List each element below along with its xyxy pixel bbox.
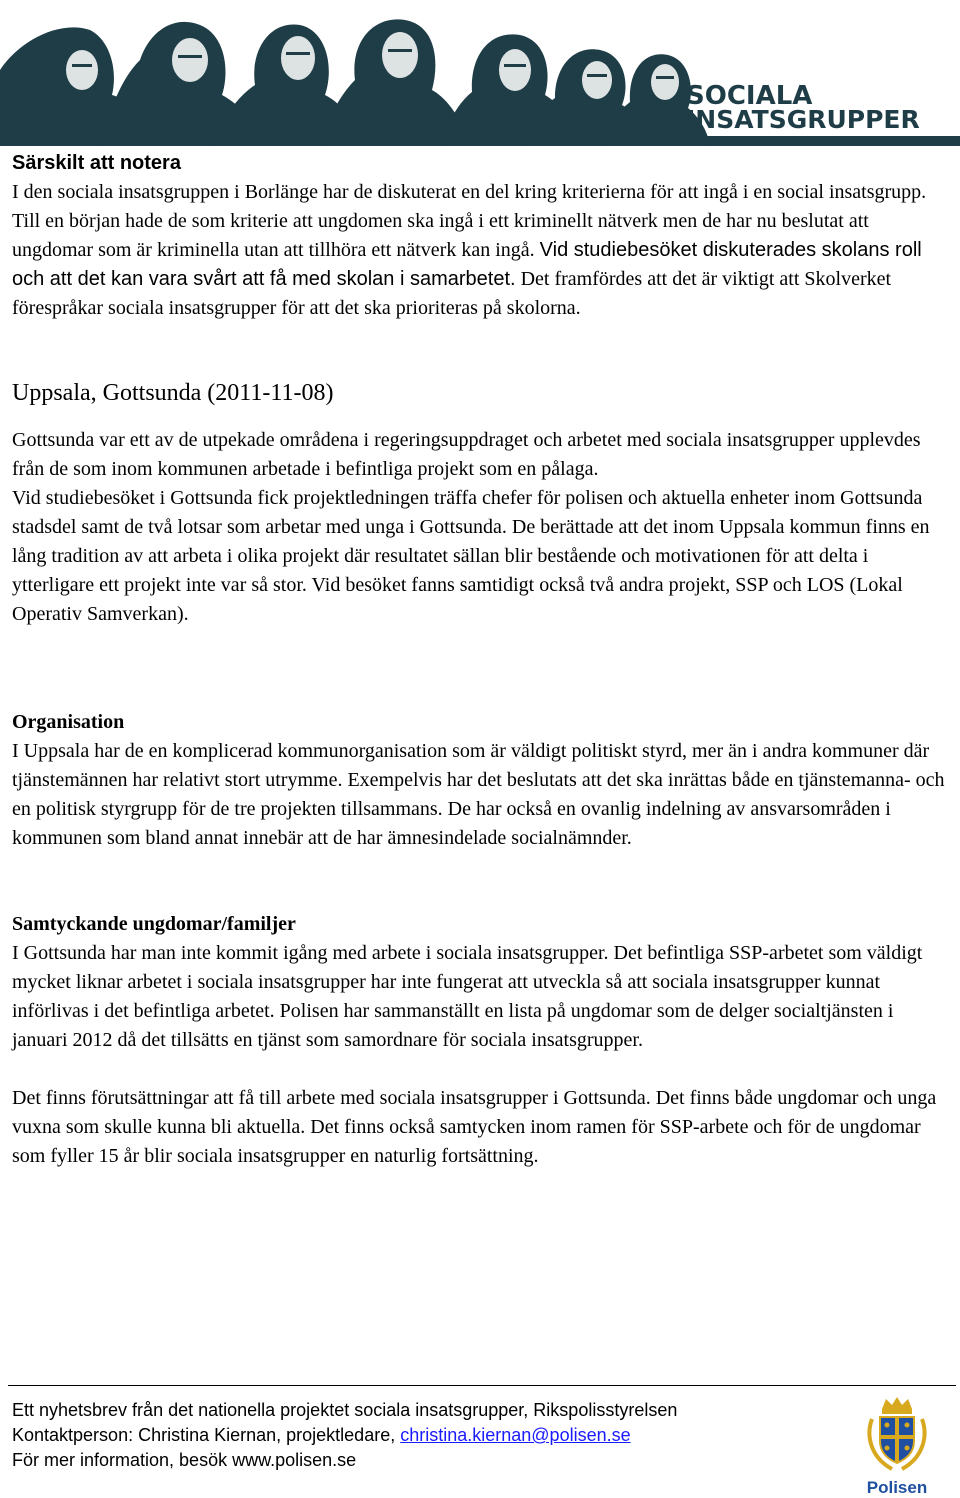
paragraph: I Uppsala har de en komplicerad kommunorganisation som är väldigt politiskt styrd, mer än i andra kommuner där tjänstemännen har relativt stort utrymme. Exempelvis har det beslutats att det ska inrättas både en tjänstemanna- och en politisk styrgrupp för de tre projekten tillsammans. De har också en ovanlig indelning av ansvarsområden i kommunen som bland annat innebär att de har ämnesindelade socialnämnder. (12, 740, 945, 849)
paragraph-text: Vid studiebesöket diskuterades skolans roll och att det kan vara svårt att få med skolan i samarbetet. (12, 239, 922, 290)
section-heading: Organisation (12, 711, 125, 733)
police-emblem-icon (862, 1395, 932, 1473)
footer-info-line: För mer information, besök www.polisen.se (12, 1450, 357, 1470)
section-heading: Uppsala, Gottsunda (2011-11-08) (12, 380, 334, 406)
footer-divider (8, 1385, 956, 1386)
footer (12, 1398, 852, 1473)
contact-email-link[interactable]: christina.kiernan@polisen.se (400, 1425, 631, 1445)
header-banner (0, 0, 960, 150)
brand-logo (686, 81, 920, 134)
paragraph: Vid studiebesöket i Gottsunda fick projektledningen träffa chefer för polisen och aktuella enheter inom Gottsunda stadsdel samt de två lotsar som arbetar med unga i Gottsunda. De berättade att det inom Uppsala kommun finns en lång tradition av att arbeta i olika projekt där resultatet sällan blir bestående och motivationen för att delta i ytterligare ett projekt inte var så stor. Vid besöket fanns samtidigt också två andra projekt, SSP och LOS (Lokal Operativ Samverkan). (12, 487, 930, 625)
polisen-wordmark: Polisen (866, 1478, 928, 1497)
paragraph: Gottsunda var ett av de utpekade områdena i regeringsuppdraget och arbetet med sociala insatsgrupper upplevdes från de som inom kommunen arbetade i befintliga projekt som en pålaga. (12, 429, 921, 480)
section-heading: Samtyckande ungdomar/familjer (12, 913, 296, 935)
brand-line-2: INSATSGRUPPER (686, 105, 920, 134)
footer-newsletter-line: Ett nyhetsbrev från det nationella projektet sociala insatsgrupper, Rikspolisstyrelsen (12, 1400, 678, 1420)
contact-label: Kontaktperson: Christina Kiernan, projektledare, (12, 1425, 401, 1445)
brand-line-1: SOCIALA (686, 81, 813, 111)
paragraph-text: I den sociala insatsgruppen i Borlänge har de diskuterat en del kring kriterierna för att ingå i en social insatsgrupp. Till en början hade de som kriterie att ungdomen ska ingå i ett kriminellt nätverk men de har nu beslutat att ungdomar som är kriminella utan att tillhöra ett nätverk kan ingå. (12, 181, 927, 261)
section-heading: Särskilt att notera (12, 152, 181, 174)
polisen-logo (862, 1395, 932, 1495)
paragraph: I Gottsunda har man inte kommit igång med arbete i sociala insatsgrupper. Det befintliga SSP-arbetet som väldigt mycket liknar arbetet i sociala insatsgrupper har inte fungerat att utveckla så att sociala insatsgrupper kunnat införlivas i det befintliga arbetet. Polisen har sammanställt en lista på ungdomar som de delger socialtjänsten i januari 2012 då det tillsätts en tjänst som samordnare för sociala insatsgrupper. (12, 942, 923, 1051)
section-samtyckande (12, 910, 948, 1171)
paragraph: Det finns förutsättningar att få till arbete med sociala insatsgrupper i Gottsunda. Det finns både ungdomar och unga vuxna som skulle kunna bli aktuella. Det finns också samtycken inom ramen för SSP-arbete och för de ungdomar som fyller 15 år blir sociala insatsgrupper en naturlig fortsättning. (12, 1087, 937, 1167)
paragraph-text: Det framfördes att det är viktigt att Skolverket förespråkar sociala insatsgrupper för att det ska prioriteras på skolorna. (12, 268, 892, 319)
footer-contact-line (12, 1423, 852, 1448)
paragraph (12, 178, 948, 323)
section-sarskilt (12, 149, 948, 323)
section-organisation (12, 708, 948, 853)
section-uppsala (12, 378, 948, 629)
